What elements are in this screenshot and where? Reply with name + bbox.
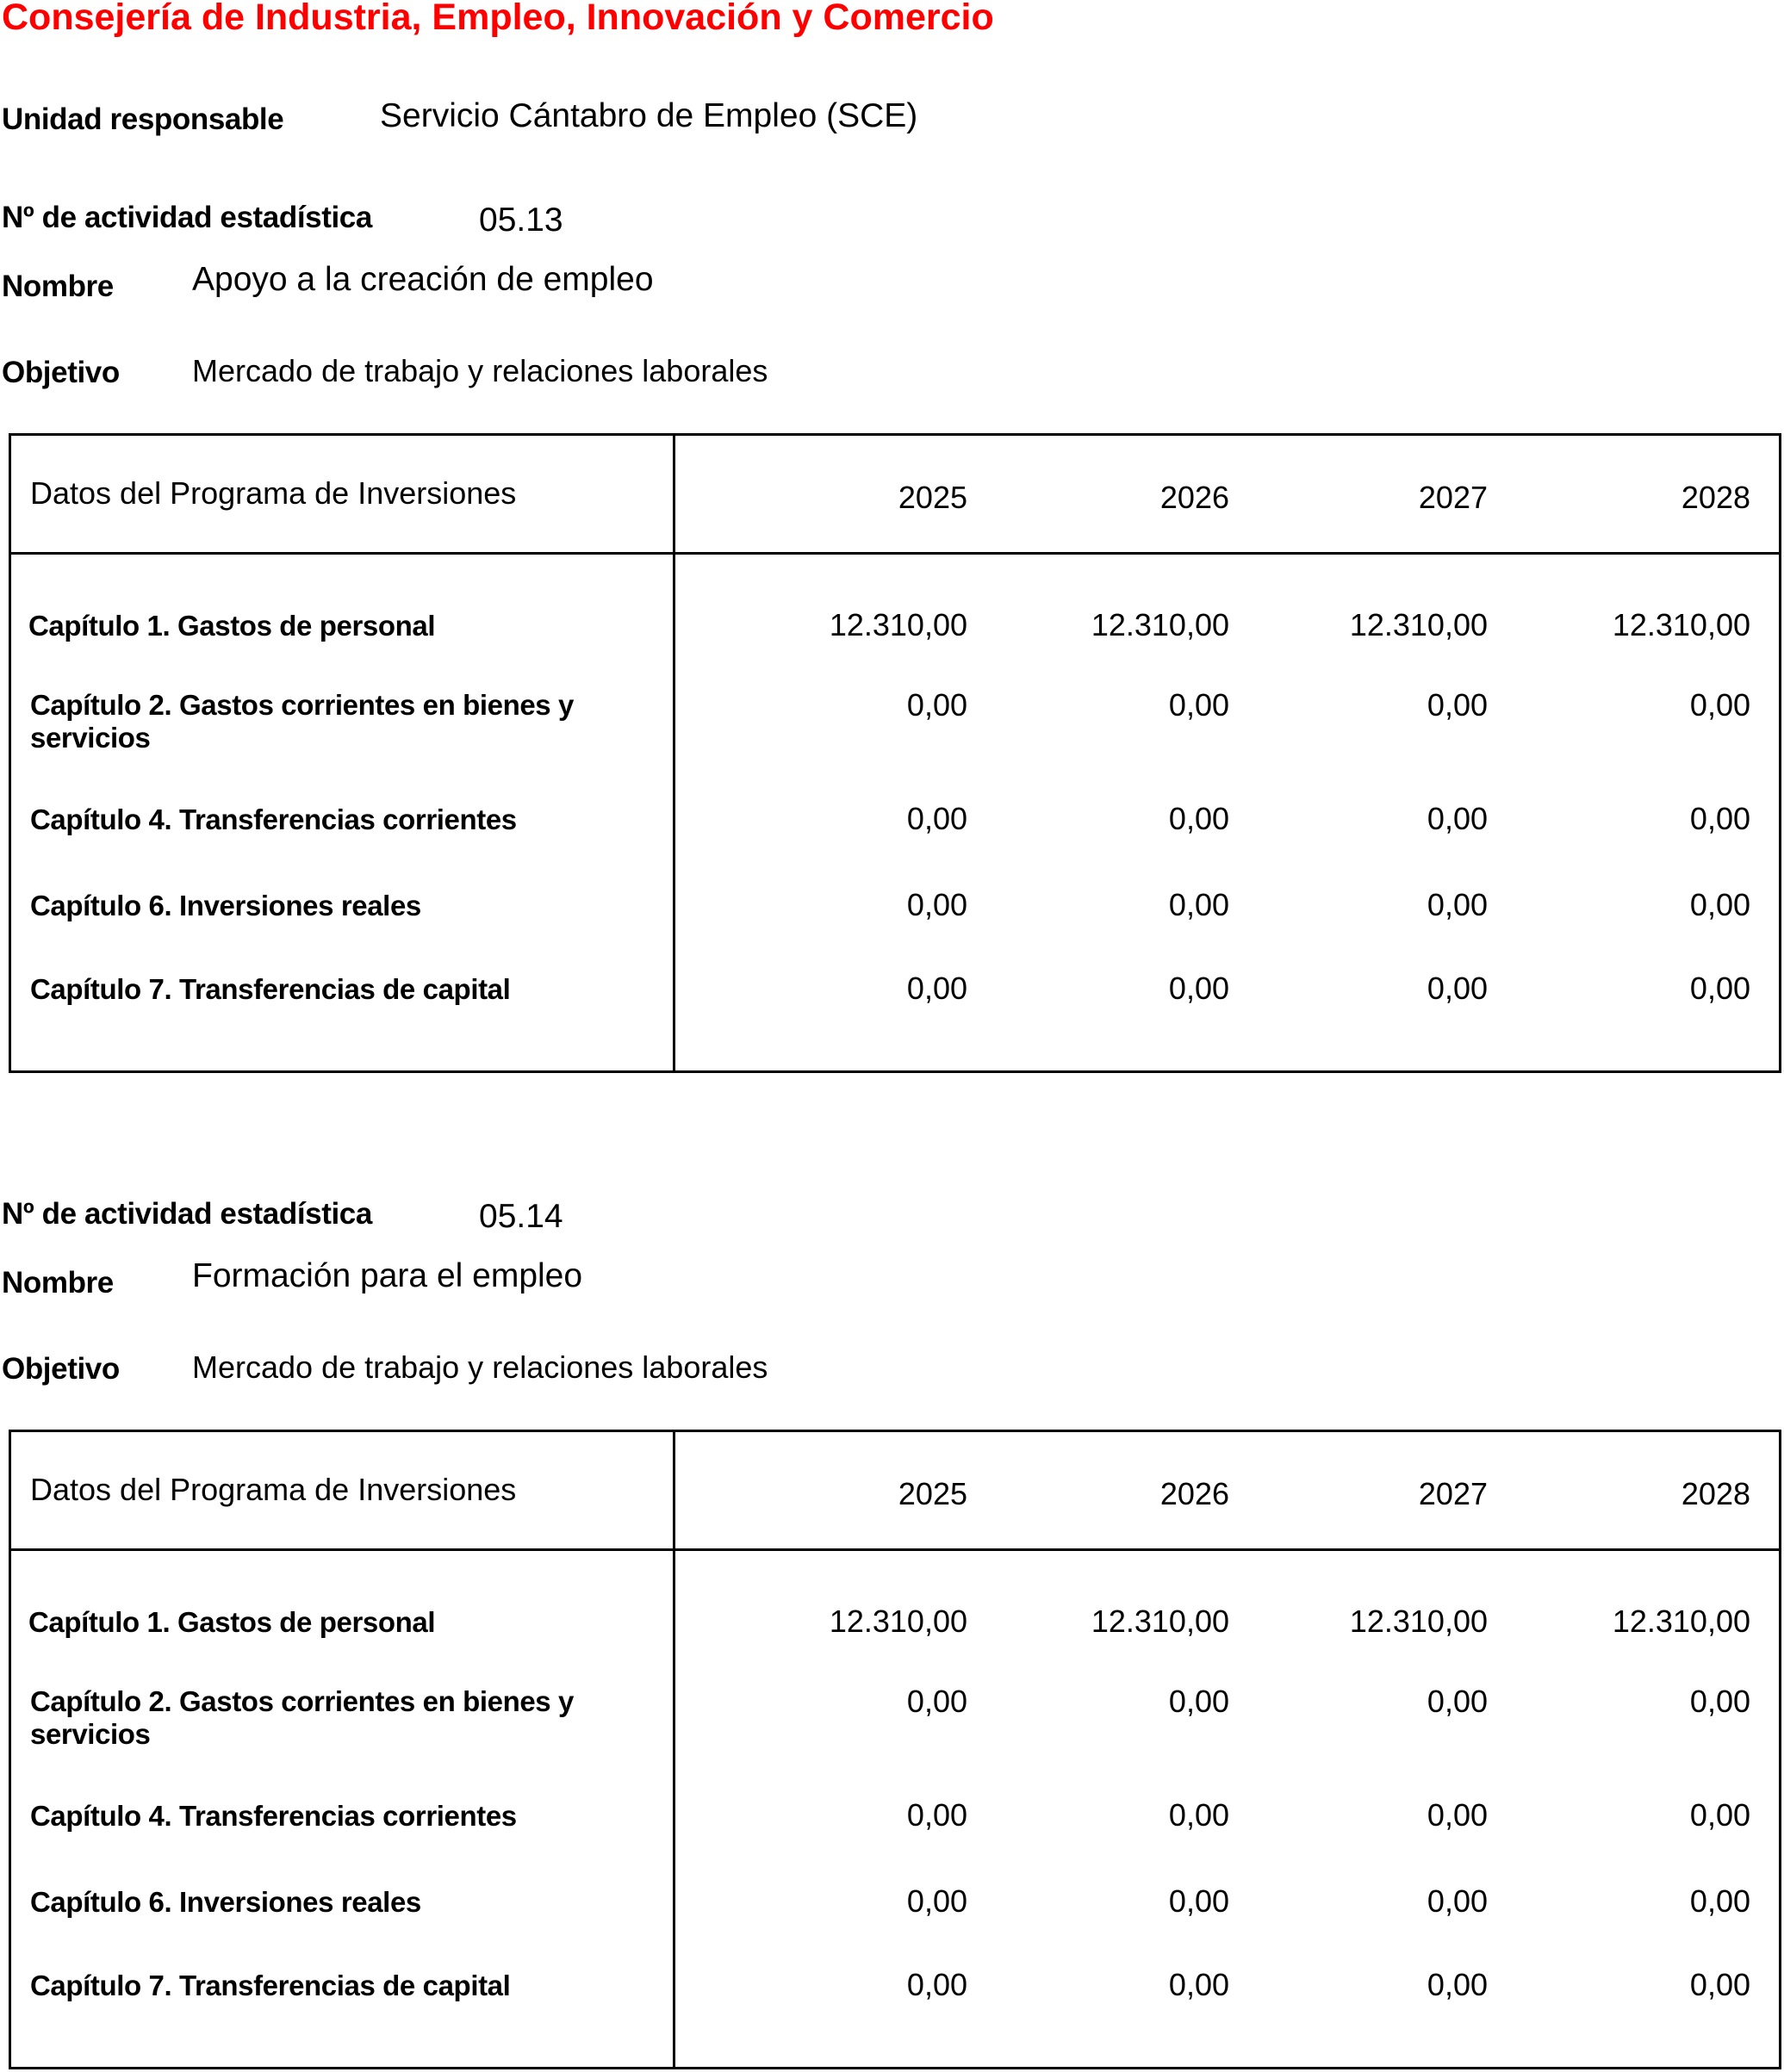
cell-value: 0,00 bbox=[1427, 1797, 1488, 1833]
objetivo-value: Mercado de trabajo y relaciones laborales bbox=[192, 1349, 768, 1385]
table-header-title: Datos del Programa de Inversiones bbox=[30, 475, 517, 511]
cell-value: 0,00 bbox=[906, 801, 967, 836]
cell-value: 0,00 bbox=[906, 687, 967, 723]
cell-value: 0,00 bbox=[1689, 801, 1750, 836]
cell-value: 12.310,00 bbox=[1091, 1604, 1229, 1639]
year-header: 2026 bbox=[1159, 480, 1229, 515]
year-header: 2028 bbox=[1681, 1476, 1750, 1511]
cell-value: 0,00 bbox=[1689, 687, 1750, 723]
cell-value: 0,00 bbox=[1427, 1883, 1488, 1919]
table-header-title: Datos del Programa de Inversiones bbox=[30, 1472, 517, 1507]
year-header: 2028 bbox=[1681, 480, 1750, 515]
cell-value: 12.310,00 bbox=[1349, 1604, 1488, 1639]
cell-value: 12.310,00 bbox=[1612, 607, 1750, 642]
row-label: Capítulo 2. Gastos corrientes en bienes y servicios bbox=[30, 689, 574, 754]
row-label: Capítulo 1. Gastos de personal bbox=[28, 1606, 436, 1638]
cell-value: 0,00 bbox=[906, 1797, 967, 1833]
cell-value: 0,00 bbox=[1689, 1797, 1750, 1833]
cell-value: 0,00 bbox=[1168, 1797, 1229, 1833]
cell-value: 0,00 bbox=[1689, 1684, 1750, 1719]
row-label: Capítulo 7. Transferencias de capital bbox=[30, 973, 511, 1005]
nombre-label: Nombre bbox=[2, 270, 114, 303]
cell-value: 0,00 bbox=[906, 1967, 967, 2002]
cell-value: 0,00 bbox=[906, 887, 967, 922]
unidad-label: Unidad responsable bbox=[2, 102, 284, 136]
cell-value: 0,00 bbox=[1689, 887, 1750, 922]
row-label: Capítulo 4. Transferencias corrientes bbox=[30, 803, 517, 835]
column-divider bbox=[673, 1432, 675, 2067]
row-label: Capítulo 2. Gastos corrientes en bienes y servicios bbox=[30, 1685, 574, 1750]
row-label: Capítulo 4. Transferencias corrientes bbox=[30, 1800, 517, 1832]
cell-value: 12.310,00 bbox=[1612, 1604, 1750, 1639]
cell-value: 0,00 bbox=[1168, 971, 1229, 1006]
nombre-label: Nombre bbox=[2, 1266, 114, 1300]
cell-value: 0,00 bbox=[1427, 1967, 1488, 2002]
cell-value: 12.310,00 bbox=[1349, 607, 1488, 642]
cell-value: 0,00 bbox=[1168, 1684, 1229, 1719]
cell-value: 0,00 bbox=[1427, 687, 1488, 723]
actividad-label: Nº de actividad estadística bbox=[2, 1197, 372, 1231]
row-label: Capítulo 6. Inversiones reales bbox=[30, 1886, 421, 1918]
year-header: 2025 bbox=[898, 1476, 967, 1511]
cell-value: 0,00 bbox=[1168, 887, 1229, 922]
cell-value: 0,00 bbox=[1427, 801, 1488, 836]
year-header: 2026 bbox=[1159, 1476, 1229, 1511]
cell-value: 0,00 bbox=[1427, 887, 1488, 922]
actividad-label: Nº de actividad estadística bbox=[2, 201, 372, 234]
cell-value: 0,00 bbox=[1168, 687, 1229, 723]
year-header: 2027 bbox=[1418, 1476, 1488, 1511]
row-label: Capítulo 7. Transferencias de capital bbox=[30, 1970, 511, 2001]
objetivo-label: Objetivo bbox=[2, 356, 120, 389]
year-header: 2025 bbox=[898, 480, 967, 515]
row-label: Capítulo 1. Gastos de personal bbox=[28, 610, 436, 642]
cell-value: 0,00 bbox=[906, 971, 967, 1006]
cell-value: 0,00 bbox=[1689, 971, 1750, 1006]
cell-value: 0,00 bbox=[906, 1883, 967, 1919]
cell-value: 0,00 bbox=[1168, 1883, 1229, 1919]
cell-value: 0,00 bbox=[1689, 1883, 1750, 1919]
cell-value: 0,00 bbox=[1689, 1967, 1750, 2002]
nombre-value: Formación para el empleo bbox=[192, 1257, 583, 1294]
objetivo-label: Objetivo bbox=[2, 1352, 120, 1386]
nombre-value: Apoyo a la creación de empleo bbox=[192, 261, 654, 298]
objetivo-value: Mercado de trabajo y relaciones laborales bbox=[192, 353, 768, 388]
cell-value: 0,00 bbox=[1168, 1967, 1229, 2002]
row-label: Capítulo 6. Inversiones reales bbox=[30, 890, 421, 921]
actividad-number: 05.13 bbox=[479, 202, 563, 239]
cell-value: 0,00 bbox=[906, 1684, 967, 1719]
year-header: 2027 bbox=[1418, 480, 1488, 515]
page-title: Consejería de Industria, Empleo, Innovación y Comercio bbox=[2, 0, 994, 38]
header-divider bbox=[11, 1548, 1779, 1551]
header-divider bbox=[11, 552, 1779, 555]
cell-value: 12.310,00 bbox=[1091, 607, 1229, 642]
actividad-number: 05.14 bbox=[479, 1198, 563, 1235]
investment-table bbox=[9, 1430, 1781, 2069]
cell-value: 0,00 bbox=[1427, 1684, 1488, 1719]
cell-value: 0,00 bbox=[1427, 971, 1488, 1006]
investment-table bbox=[9, 433, 1781, 1073]
unidad-value: Servicio Cántabro de Empleo (SCE) bbox=[380, 97, 918, 134]
column-divider bbox=[673, 436, 675, 1070]
cell-value: 12.310,00 bbox=[829, 607, 967, 642]
cell-value: 0,00 bbox=[1168, 801, 1229, 836]
cell-value: 12.310,00 bbox=[829, 1604, 967, 1639]
